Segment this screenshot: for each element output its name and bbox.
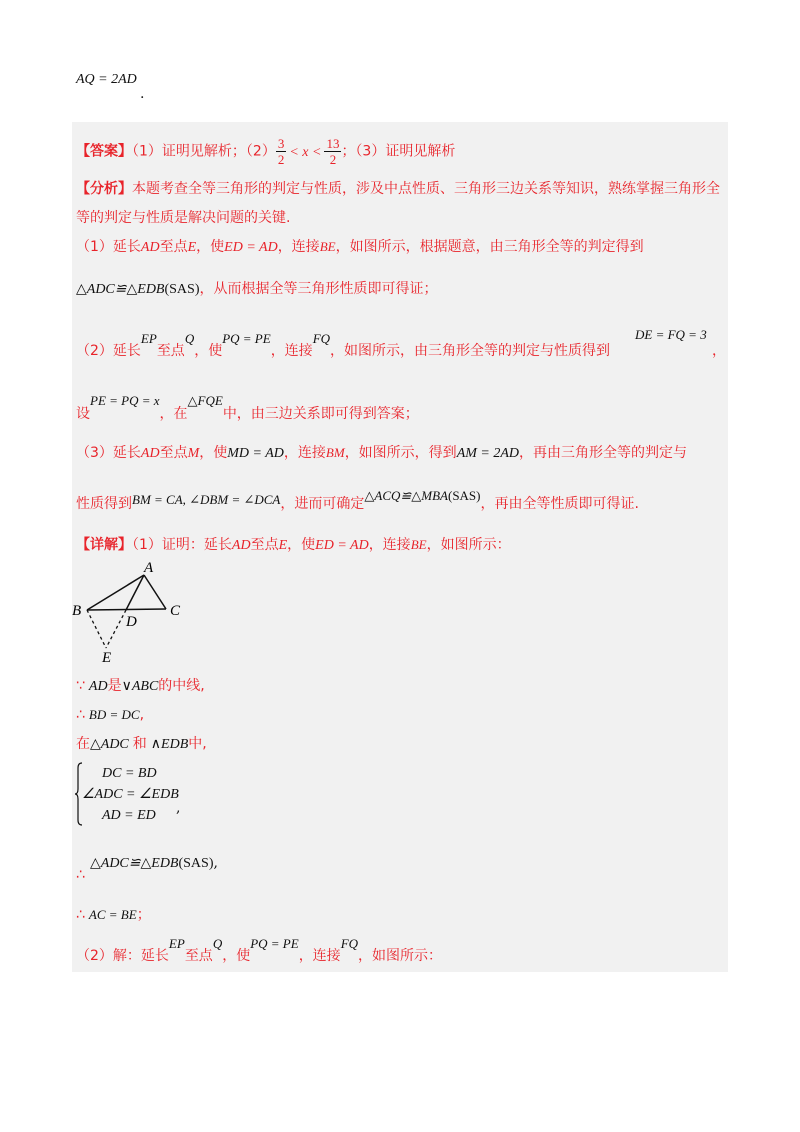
- therefore-line2-math: △ADC≌△EDB(SAS),: [90, 855, 218, 871]
- answer-fraction-lower: [276, 136, 287, 167]
- segment-be: [87, 610, 106, 648]
- analysis-text: 本题考查全等三角形的判定与性质，涉及中点性质、三角形三边关系等知识，熟练掌握三角形全: [132, 181, 720, 197]
- fraction-numerator: 3: [277, 136, 285, 151]
- system-row: ∠ADC = ∠EDB: [82, 787, 179, 802]
- detail-line2: （2）解：延长EP至点Q，使PQ = PE，连接FQ，如图所示：: [76, 936, 443, 964]
- answer-tag: 【答案】: [76, 143, 132, 160]
- therefore-line3: ∴ AC = BE；: [76, 907, 151, 923]
- analysis-step2-eq: DE = FQ = 3: [635, 327, 707, 342]
- system-comma: ,: [176, 800, 181, 816]
- label-d: D: [126, 614, 137, 630]
- fraction-numerator: 13: [326, 136, 340, 151]
- system-row: DC = BD: [102, 766, 157, 781]
- fraction-denominator: 2: [277, 152, 285, 167]
- answer-inequality: < x <: [289, 144, 322, 160]
- detail-line1: 【详解】（1）证明：延长AD至点E，使ED = AD，连接BE，如图所示：: [76, 537, 511, 553]
- extension-de: [106, 610, 126, 648]
- analysis-line1: [76, 179, 720, 199]
- answer-fraction-upper: [324, 136, 341, 167]
- top-period: .: [140, 86, 145, 102]
- analysis-tag: 【分析】: [76, 181, 132, 197]
- answer-line: [76, 136, 455, 167]
- answer-part2: ；（3）证明见解析: [341, 143, 456, 160]
- analysis-step2: （2）延长EP至点Q，使PQ = PE，连接FQ，如图所示，由三角形全等的判定与性质得到: [76, 331, 611, 359]
- label-b: B: [72, 603, 82, 619]
- label-e: E: [102, 650, 112, 666]
- system-row: AD = ED: [102, 808, 156, 823]
- analysis-step1: （1）延长AD至点E，使ED = AD，连接BE，如图所示，根据题意，由三角形全等的判定得到: [76, 239, 644, 255]
- triangle-figure: [66, 560, 196, 670]
- analysis-step3: （3）延长AD至点M，使MD = AD，连接BM，如图所示，得到AM = 2AD，再由三角形全等的判定与: [76, 445, 688, 461]
- equation-system: [82, 763, 179, 826]
- answer-part1: （1）证明见解析；（2）: [132, 143, 276, 160]
- label-c: C: [170, 603, 181, 619]
- analysis-step3-cont: 性质得到BM = CA, ∠DBM = ∠DCA，进而可确定△ACQ≌△MBA(SAS)，再由全等性质即可得证.: [76, 488, 639, 512]
- fraction-denominator: 2: [329, 152, 337, 167]
- in-triangles-line: 在△ADC 和 ∧EDB中,: [76, 736, 207, 752]
- therefore-line1: ∴ BD = DC,: [76, 707, 145, 723]
- side-ac: [144, 575, 166, 609]
- top-equation: AQ = 2AD: [76, 72, 137, 87]
- label-a: A: [144, 560, 154, 576]
- analysis-step1-cont: △ADC≌△EDB(SAS)，从而根据全等三角形性质即可得证；: [76, 281, 438, 297]
- detail-tag: 【详解】: [76, 537, 132, 553]
- therefore-line2: ∴: [76, 867, 85, 883]
- analysis-step2-cont: 设PE = PQ = x，在△FQE中，由三边关系即可得到答案；: [76, 393, 419, 422]
- analysis-step2-comma: ，: [712, 343, 726, 359]
- because-line: ∵ AD是∨ABC的中线,: [76, 678, 205, 694]
- analysis-line2: 等的判定与性质是解决问题的关键.: [76, 210, 291, 226]
